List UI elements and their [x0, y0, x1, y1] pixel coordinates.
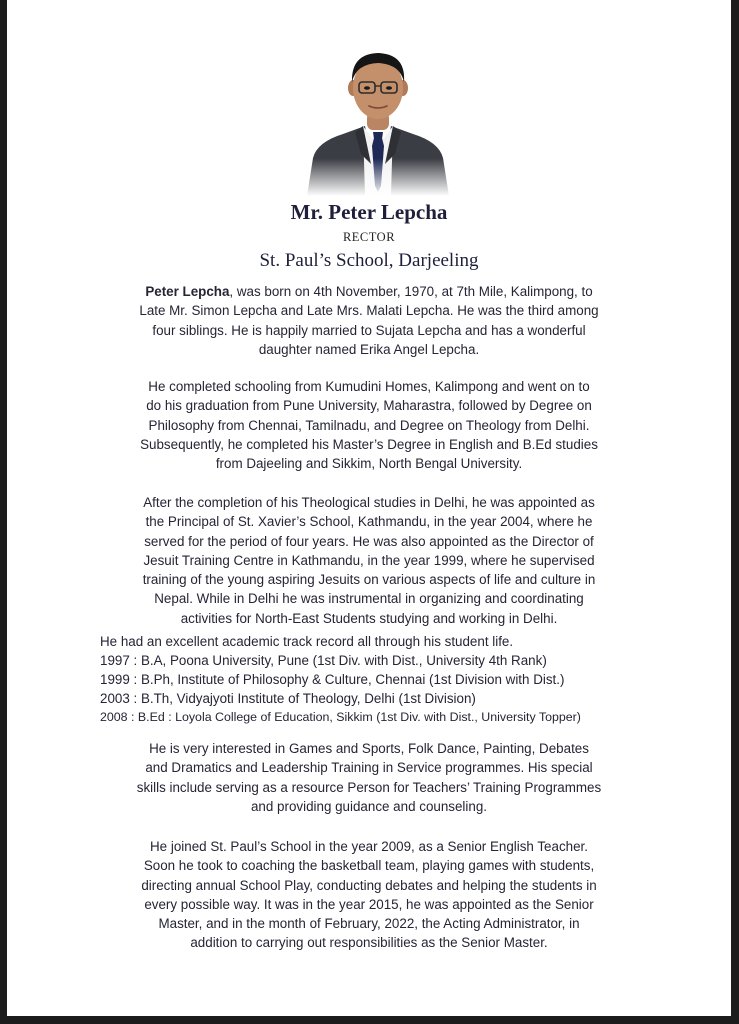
academic-record: 1997 : B.A, Poona University, Pune (1st Div. with Dist., University 4th Rank)	[100, 653, 547, 668]
bio-paragraph-1	[7, 282, 731, 359]
bio-p2-line: Subsequently, he completed his Master’s Degree in English and B.Ed studies	[140, 436, 598, 452]
bio-p1-line: Late Mr. Simon Lepcha and Late Mrs. Malati Lepcha. He was the third among	[139, 303, 599, 319]
bio-paragraph-2	[7, 377, 731, 473]
bio-p1-lead: Peter Lepcha	[145, 284, 230, 299]
bio-p1-line	[7, 282, 731, 301]
bio-p2-line: do his graduation from Pune University, Maharastra, followed by Degree on	[146, 398, 592, 414]
academic-record: 2003 : B.Th, Vidyajyoti Institute of Theology, Delhi (1st Division)	[100, 691, 476, 706]
academic-records	[100, 632, 720, 727]
bio-p1-line: daughter named Erika Angel Lepcha.	[258, 341, 480, 357]
academic-record: 1999 : B.Ph, Institute of Philosophy & Culture, Chennai (1st Division with Dist.)	[100, 672, 565, 687]
bio-p1-line-rest: , was born on 4th November, 1970, at 7th Mile, Kalimpong, to	[229, 284, 593, 299]
bio-p3-line: the Principal of St. Xavier’s School, Kathmandu, in the year 2004, where he	[145, 514, 593, 530]
bio-p4-line: He is very interested in Games and Sports, Folk Dance, Painting, Debates	[149, 741, 589, 756]
bio-p3-line: training of the young aspiring Jesuits on various aspects of life and culture in	[142, 572, 596, 588]
school-name: St. Paul’s School, Darjeeling	[259, 250, 479, 271]
bio-p3-line: Nepal. While in Delhi he was instrumental in organizing and coordinating	[154, 591, 584, 607]
bio-paragraph-5	[7, 837, 731, 953]
bio-p1-line: four siblings. He is happily married to Sujata Lepcha and has a wonderful	[152, 322, 586, 338]
bio-p4-line: and providing guidance and counseling.	[250, 798, 487, 814]
bio-p3-line: served for the period of four years. He was also appointed as the Director of	[144, 533, 594, 549]
bio-p2-line: Philosophy from Chennai, Tamilnadu, and Degree on Theology from Delhi.	[148, 417, 590, 433]
academic-intro: He had an excellent academic track record all through his student life.	[100, 634, 514, 649]
academic-record: 2008 : B.Ed : Loyola College of Education, Sikkim (1st Div. with Dist., University Topper)	[100, 710, 581, 724]
bio-p2-line: from Dajeeling and Sikkim, North Bengal University.	[215, 456, 523, 472]
bio-p5-line: Soon he took to coaching the basketball team, playing games with students,	[143, 858, 595, 874]
bio-p2-line: He completed schooling from Kumudini Homes, Kalimpong and went on to	[148, 379, 590, 394]
bio-paragraph-4	[7, 739, 731, 816]
bio-p5-line: every possible way. It was in the year 2015, he was appointed as the Senior	[144, 896, 594, 912]
person-name: Mr. Peter Lepcha	[290, 200, 448, 224]
person-role: RECTOR	[342, 230, 396, 244]
bio-paragraph-3	[7, 493, 731, 628]
bio-p4-line: skills include serving as a resource Person for Teachers’ Training Programmes	[136, 779, 602, 795]
bio-p3-line: Jesuit Training Centre in Kathmandu, in the year 1999, where he supervised	[143, 552, 595, 568]
bio-p4-line: and Dramatics and Leadership Training in Service programmes. His special	[145, 760, 593, 776]
portrait-photo	[303, 46, 453, 196]
bio-p5-line: addition to carrying out responsibilities as the Senior Master.	[190, 935, 548, 951]
bio-p3-line: After the completion of his Theological studies in Delhi, he was appointed as	[143, 495, 595, 510]
bio-p3-line: activities for North-East Students studying and working in Delhi.	[180, 610, 558, 626]
bio-p5-line: Master, and in the month of February, 2022, the Acting Administrator, in	[158, 916, 580, 932]
document-page	[7, 0, 731, 1016]
bio-p5-line: He joined St. Paul’s School in the year 2009, as a Senior English Teacher.	[150, 839, 588, 854]
bio-p5-line: directing annual School Play, conducting debates and helping the students in	[141, 877, 597, 893]
